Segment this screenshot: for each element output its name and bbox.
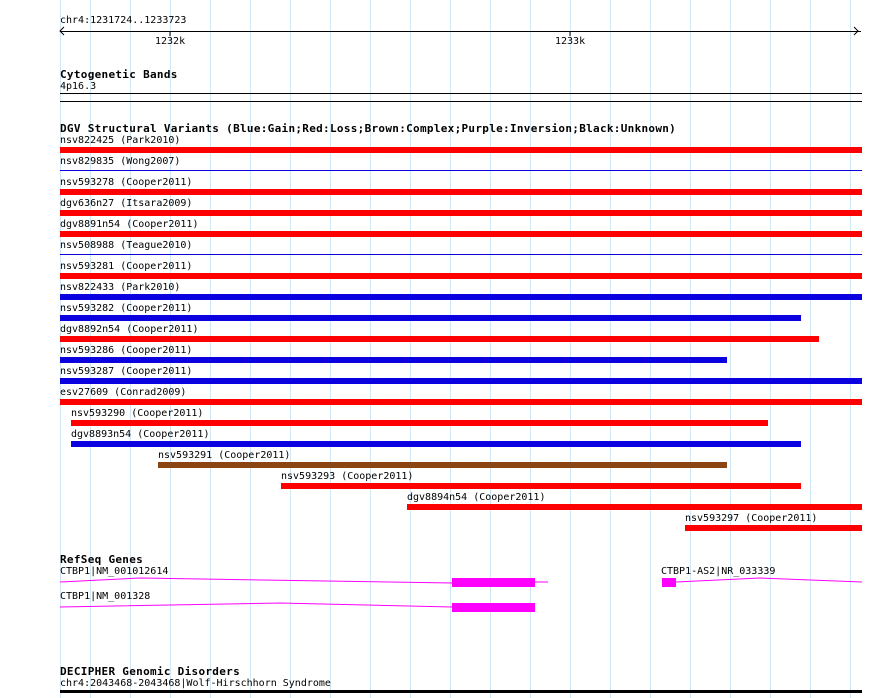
decipher-track-title: DECIPHER Genomic Disorders [60, 665, 240, 678]
gene-exon [662, 578, 676, 587]
variant-label[interactable]: nsv593290 (Cooper2011) [71, 408, 204, 419]
variant-label[interactable]: dgv8891n54 (Cooper2011) [60, 219, 199, 230]
cytoband-label: 4p16.3 [60, 81, 97, 92]
decipher-item-label[interactable]: chr4:2043468-2043468|Wolf-Hirschhorn Syndrome [60, 678, 331, 689]
variant-label[interactable]: nsv829835 (Wong2007) [60, 156, 181, 167]
gene-label[interactable]: CTBP1-AS2|NR_033339 [661, 566, 776, 577]
decipher-item-bar[interactable] [60, 690, 862, 693]
cytoband-track-title: Cytogenetic Bands [60, 68, 178, 81]
gene-intron-line [60, 603, 452, 607]
variant-label[interactable]: dgv636n27 (Itsara2009) [60, 198, 193, 209]
variant-label[interactable]: nsv822433 (Park2010) [60, 282, 181, 293]
variant-label[interactable]: nsv593287 (Cooper2011) [60, 366, 193, 377]
variant-label[interactable]: dgv8893n54 (Cooper2011) [71, 429, 210, 440]
variant-label[interactable]: nsv593286 (Cooper2011) [60, 345, 193, 356]
variant-label[interactable]: nsv593297 (Cooper2011) [685, 513, 818, 524]
variant-label[interactable]: nsv593281 (Cooper2011) [60, 261, 193, 272]
ruler-tick-1233k: 1233k [555, 36, 586, 47]
gene-intron-line [676, 578, 862, 582]
gene-exon [452, 578, 535, 587]
variant-label[interactable]: nsv593278 (Cooper2011) [60, 177, 193, 188]
variant-label[interactable]: nsv593291 (Cooper2011) [158, 450, 291, 461]
gene-exon [452, 603, 535, 612]
locus-label: chr4:1231724..1233723 [60, 15, 187, 26]
variant-label[interactable]: dgv8892n54 (Cooper2011) [60, 324, 199, 335]
variant-label[interactable]: nsv593293 (Cooper2011) [281, 471, 414, 482]
gene-label[interactable]: CTBP1|NM_001328 [60, 591, 151, 602]
dgv-track-title: DGV Structural Variants (Blue:Gain;Red:Loss;Brown:Complex;Purple:Inversion;Black:Unknown) [60, 122, 677, 135]
variant-label[interactable]: esv27609 (Conrad2009) [60, 387, 187, 398]
gene-intron-line [60, 578, 452, 583]
ruler-tick-1232k: 1232k [155, 36, 186, 47]
variant-label[interactable]: nsv593282 (Cooper2011) [60, 303, 193, 314]
variant-label[interactable]: dgv8894n54 (Cooper2011) [407, 492, 546, 503]
refseq-track-title: RefSeq Genes [60, 553, 144, 566]
variant-label[interactable]: nsv508988 (Teague2010) [60, 240, 193, 251]
gene-label[interactable]: CTBP1|NM_001012614 [60, 566, 169, 577]
variant-label[interactable]: nsv822425 (Park2010) [60, 135, 181, 146]
